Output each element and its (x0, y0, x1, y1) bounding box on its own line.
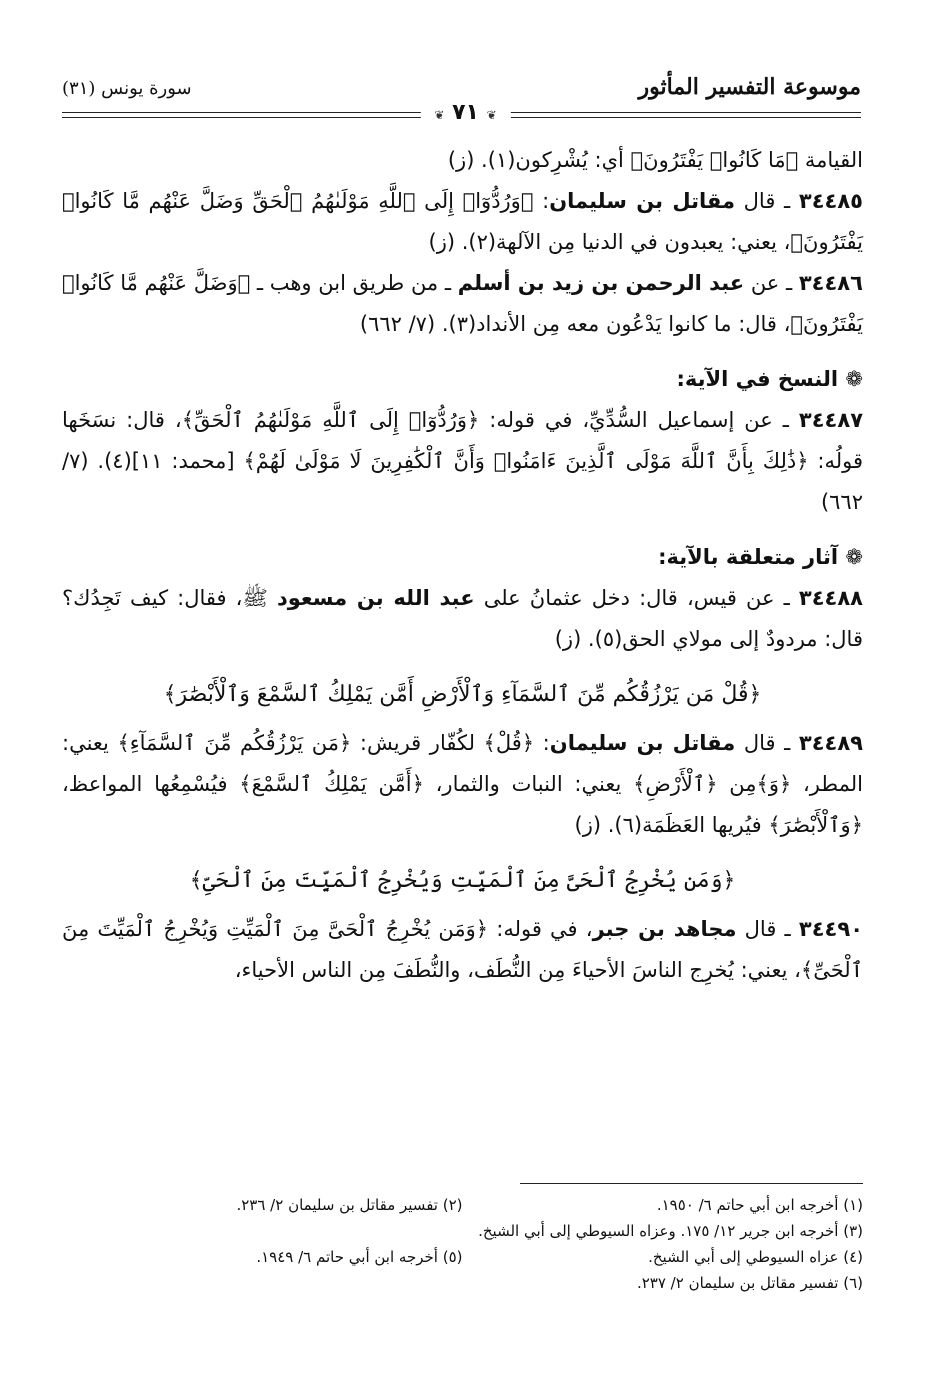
footnote-5: (٥) أخرجه ابن أبي حاتم ٦/ ١٩٤٩. (256, 1248, 463, 1266)
ornament-icon: ❦ (486, 108, 497, 122)
footnote-4: (٤) عزاه السيوطي إلى أبي الشيخ. (648, 1248, 863, 1266)
section-heading-related-reports: ❁ آثار متعلقة بالآية: (658, 545, 863, 569)
narrator-name: عبد الرحمن بن زيد بن أسلم (457, 271, 745, 295)
narration-34485 (62, 181, 863, 263)
narration-text: ـ من طريق ابن وهب ـ ﴿وَضَلَّ عَنْهُم مَّا كَانُوا۟ يَفْتَرُونَ﴾، قال: ما كانوا يَدْعُون معه مِن الأنداد(٣). (٧/ ٦٦٢) (62, 271, 863, 336)
narrator-name: عبد الله بن مسعود (276, 586, 475, 610)
section-heading-abrogation: ❁ النسخ في الآية: (676, 367, 863, 391)
narration-34490 (62, 909, 863, 991)
narration-34488 (62, 578, 863, 660)
narration-34487 (62, 400, 863, 523)
footnote-6: (٦) تفسير مقاتل بن سليمان ٢/ ٢٣٧. (636, 1274, 863, 1292)
narration-number: ٣٤٤٨٦ (798, 271, 863, 295)
footnote-1: (١) أخرجه ابن أبي حاتم ٦/ ١٩٥٠. (656, 1196, 863, 1214)
narrator-name: مقاتل بن سليمان (549, 731, 736, 755)
verse-heading: ﴿قُلْ مَن يَرْزُقُكُم مِّنَ ٱلسَّمَآءِ وَٱلْأَرْضِ أَمَّن يَمْلِكُ ٱلسَّمْعَ وَٱلْأَبْصَٰرَ﴾ (163, 682, 762, 707)
narration-number: ٣٤٤٩٠ (798, 917, 864, 941)
narration-number: ٣٤٤٨٨ (798, 586, 863, 610)
narration-number: ٣٤٤٨٩ (798, 731, 863, 755)
narration-prefix: ـ قال (735, 731, 791, 755)
narration-number: ٣٤٤٨٧ (798, 408, 864, 432)
narration-prefix: ـ عن (744, 271, 793, 295)
narration-prefix: ـ عن إسماعيل السُّدِّيِّ، في قوله: (479, 408, 789, 432)
narration-text: ﴿وَرُدُّوٓا۟ إِلَى ٱللَّهِ مَوْلَىٰهُمُ ٱلْحَقِّ﴾، قال: نسَخَها قولُه: ﴿ذَٰلِكَ بِأَنَّ ٱللَّهَ مَوْلَى ٱلَّذِينَ ءَامَنُوا۟ وَأَنَّ ٱلْكَٰفِرِينَ لَا مَوْلَىٰ لَهُمْ﴾ [محمد: ١١](٤). (٧/ ٦٦٢) (62, 408, 863, 514)
narration-prefix: ـ عن قيس، قال: دخل عثمانُ على (474, 586, 790, 610)
narration-text: ، في قوله: ﴿وَمَن يُخْرِجُ ٱلْحَىَّ مِنَ ٱلْمَيِّتِ وَيُخْرِجُ ٱلْمَيِّتَ مِنَ ٱلْحَىِّ﴾، يعني: يُخرِج الناسَ الأحياءَ مِن النُّطَف، والنُّطَفَ مِن الناس الأحياء، (62, 917, 863, 982)
narration-text: : ﴿وَرُدُّوٓا۟ إِلَى ٱللَّهِ مَوْلَىٰهُمُ ٱلْحَقِّ وَضَلَّ عَنْهُم مَّا كَانُوا۟ يَفْتَرُونَ﴾، يعني: يعبدون في الدنيا مِن الآلهة(٢). (ز) (62, 189, 863, 254)
narration-text: ﷺ، فقال: كيف تَجِدُك؟ قال: مردودٌ إلى مولاي الحق(٥). (ز) (62, 586, 863, 651)
narration-prefix: ـ قال (736, 917, 791, 941)
narration-number: ٣٤٤٨٥ (798, 189, 863, 213)
footnotes (62, 1192, 863, 1296)
running-title: موسوعة التفسير المأثور (638, 74, 861, 100)
narrator-name: مقاتل بن سليمان (549, 189, 735, 213)
ornament-icon: ❦ (434, 108, 445, 122)
page-number (420, 100, 510, 125)
page-number-text: ٧١ (452, 100, 479, 125)
verse-heading: ﴿وَمَن يُخْرِجُ ٱلْحَىَّ مِنَ ٱلْمَيِّتِ وَيُخْرِجُ ٱلْمَيِّتَ مِنَ ٱلْحَىِّ﴾ (189, 868, 736, 893)
narration-text: : ﴿قُلْ﴾ لكُفّار قريش: ﴿مَن يَرْزُقُكُم مِّنَ ٱلسَّمَآءِ﴾ يعني: المطر، ﴿وَ﴾مِن ﴿ٱلْأَرْضِ﴾ يعني: النبات والثمار، ﴿أَمَّن يَمْلِكُ ٱلسَّمْعَ﴾ فيُسْمِعُها المواعظ، ﴿وَٱلْأَبْصَٰرَ﴾ فيُريها العَظَمَة(٦). (ز) (62, 731, 863, 837)
footnote-3: (٣) أخرجه ابن جرير ١٢/ ١٧٥. وعزاه السيوطي إلى أبي الشيخ. (478, 1222, 863, 1240)
footnote-2: (٢) تفسير مقاتل بن سليمان ٢/ ٢٣٦. (236, 1196, 463, 1214)
narrator-name: مجاهد بن جبر (592, 917, 737, 941)
paragraph-continuation: القيامة ﴿مَا كَانُوا۟ يَفْتَرُونَ﴾ أي: يُشْرِكون(١). (ز) (447, 148, 863, 172)
narration-prefix: ـ قال (734, 189, 791, 213)
footnote-rule (520, 1183, 863, 1184)
narration-34489 (62, 723, 863, 846)
narration-34486 (62, 263, 863, 345)
surah-title: سورة يونس (٣١) (62, 78, 192, 99)
page-body (62, 140, 863, 991)
